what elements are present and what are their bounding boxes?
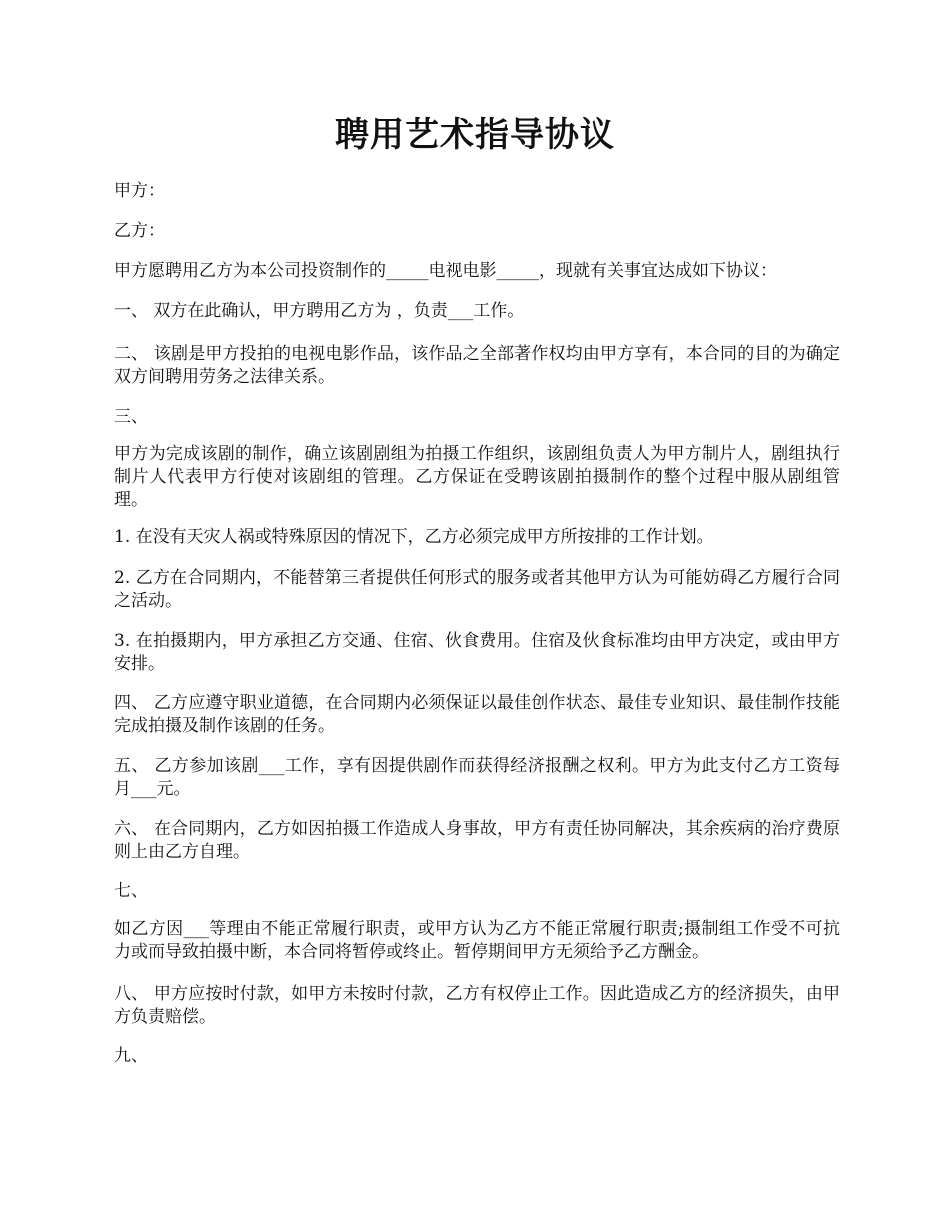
clause-3-heading: 三、	[114, 407, 148, 427]
clause-5: 五、 乙方参加该剧___工作，享有因提供剧作而获得经济报酬之权利。甲方为此支付乙方工资每月___元。	[114, 756, 840, 799]
clause-3-item-2: 2. 乙方在合同期内，不能替第三者提供任何形式的服务或者其他甲方认为可能妨碍乙方履行合同之活动。	[114, 568, 840, 611]
clause-3-item-1: 1. 在没有天灾人祸或特殊原因的情况下，乙方必须完成甲方所按排的工作计划。	[114, 527, 714, 547]
clause-9-heading: 九、	[114, 1046, 148, 1066]
party-a-line: 甲方：	[114, 181, 165, 201]
clause-8: 八、 甲方应按时付款，如甲方未按时付款，乙方有权停止工作。因此造成乙方的经济损失，由甲方负责赔偿。	[114, 984, 840, 1027]
clause-7-heading: 七、	[114, 881, 148, 901]
clause-2: 二、 该剧是甲方投拍的电视电影作品，该作品之全部著作权均由甲方享有，本合同的目的为确定双方间聘用劳务之法律关系。	[114, 344, 840, 387]
clause-7-body: 如乙方因___等理由不能正常履行职责，或甲方认为乙方不能正常履行职责;摄制组工作受不可抗力或而导致拍摄中断，本合同将暂停或终止。暂停期间甲方无须给予乙方酬金。	[114, 919, 840, 962]
intro-paragraph: 甲方愿聘用乙方为本公司投资制作的_____电视电影_____，现就有关事宜达成如下协议：	[114, 261, 777, 281]
clause-6: 六、 在合同期内，乙方如因拍摄工作造成人身事故，甲方有责任协同解决，其余疾病的治疗费原则上由乙方自理。	[114, 819, 840, 862]
clause-3-item-3: 3. 在拍摄期内，甲方承担乙方交通、住宿、伙食费用。住宿及伙食标准均由甲方决定，或由甲方安排。	[114, 631, 840, 674]
clause-4: 四、 乙方应遵守职业道德，在合同期内必须保证以最佳创作状态、最佳专业知识、最佳制作技能完成拍摄及制作该剧的任务。	[114, 693, 840, 736]
document-title: 聘用艺术指导协议	[335, 115, 615, 155]
clause-3-body: 甲方为完成该剧的制作，确立该剧剧组为拍摄工作组织，该剧组负责人为甲方制片人，剧组执行制片人代表甲方行使对该剧组的管理。乙方保证在受聘该剧拍摄制作的整个过程中服从剧组管理。	[114, 444, 840, 510]
party-b-line: 乙方：	[114, 221, 165, 241]
clause-1: 一、 双方在此确认，甲方聘用乙方为 ，负责___工作。	[114, 301, 525, 321]
